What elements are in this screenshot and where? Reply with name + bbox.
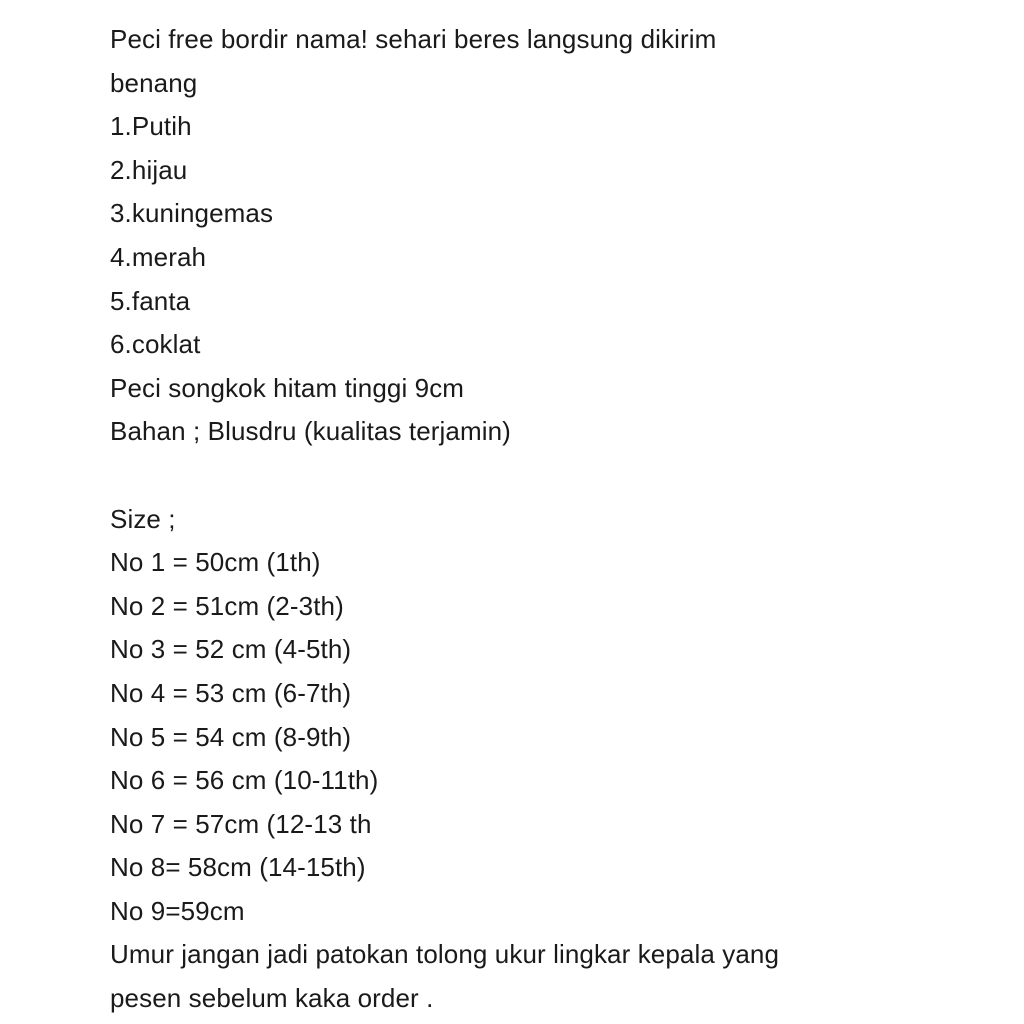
material-line: Bahan ; Blusdru (kualitas terjamin) <box>110 416 511 447</box>
document-body <box>110 18 990 1021</box>
size-label: Size ; <box>110 503 176 534</box>
size-item: No 8= 58cm (14-15th) <box>110 852 366 883</box>
size-item: No 6 = 56 cm (10-11th) <box>110 765 379 796</box>
size-item: No 9=59cm <box>110 895 245 926</box>
size-item: No 2 = 51cm (2-3th) <box>110 590 344 621</box>
thread-color-item: 1.Putih <box>110 111 192 142</box>
thread-label: benang <box>110 67 198 98</box>
size-item: No 7 = 57cm (12-13 th <box>110 808 372 839</box>
note-line: pesen sebelum kaka order . <box>110 983 434 1014</box>
headline: Peci free bordir nama! sehari beres langsung dikirim <box>110 24 717 54</box>
size-item: No 1 = 50cm (1th) <box>110 547 321 578</box>
thread-color-item: 2.hijau <box>110 154 188 185</box>
size-item: No 5 = 54 cm (8-9th) <box>110 721 352 752</box>
note-line: Umur jangan jadi patokan tolong ukur lingkar kepala yang <box>110 939 780 970</box>
thread-color-item: 6.coklat <box>110 329 201 360</box>
size-item: No 4 = 53 cm (6-7th) <box>110 677 352 708</box>
size-item: No 3 = 52 cm (4-5th) <box>110 634 352 665</box>
thread-color-item: 5.fanta <box>110 285 191 316</box>
thread-color-item: 4.merah <box>110 241 207 272</box>
thread-color-item: 3.kuningemas <box>110 198 274 229</box>
paragraph-spacer <box>110 454 990 498</box>
product-description: Peci songkok hitam tinggi 9cm <box>110 372 465 403</box>
